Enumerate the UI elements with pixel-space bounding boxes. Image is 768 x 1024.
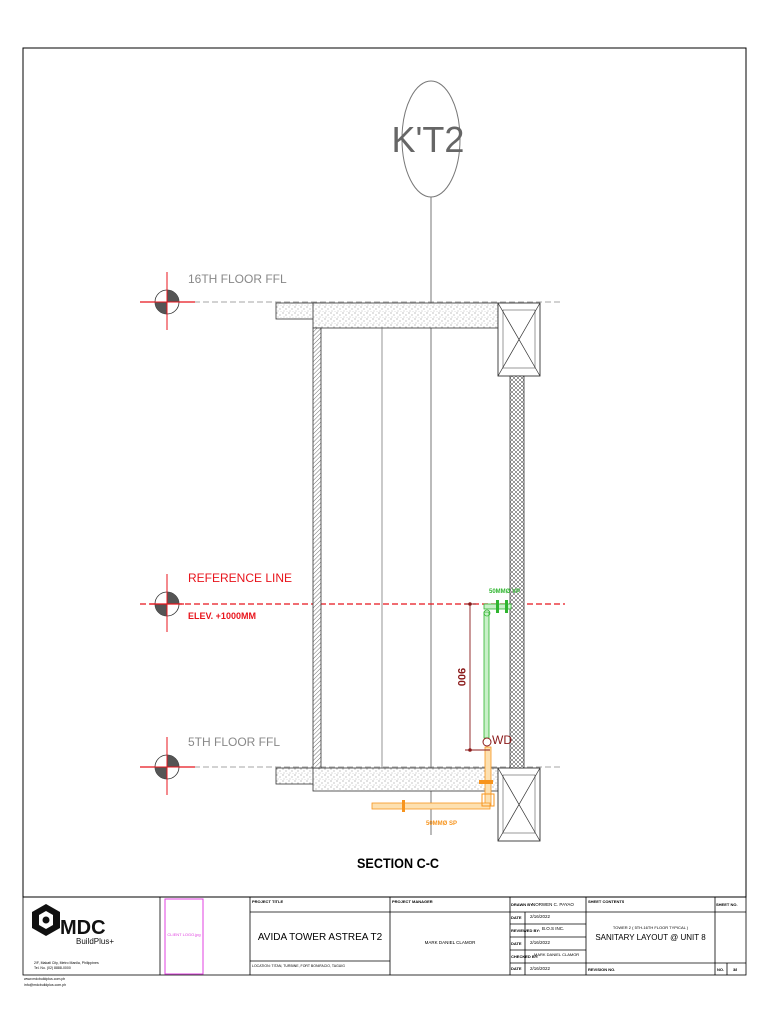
date-value-1: 2/16/2022 (530, 914, 551, 919)
vent-pipe-label: 50MMØ VP (489, 589, 521, 595)
drawn-by-label: DRAWN BY: (511, 902, 534, 907)
address-line-1: 2/F, Makati City, Metro Manila, Philippines (34, 961, 99, 965)
vent-pipe (484, 600, 511, 738)
section-title: SECTION C-C (357, 855, 439, 871)
date-label-2: DATE (511, 941, 522, 946)
address-line-4: info@mdcbuildplus.com.ph (24, 983, 67, 987)
address-line-2: Tel. No. (02) 8888-0000 (34, 966, 71, 970)
dimension-value: 900 (455, 667, 467, 687)
elevation-label: ELEV. +1000MM (188, 611, 256, 621)
right-wall (510, 376, 524, 768)
sheet-contents-label: SHEET CONTENTS (588, 899, 625, 904)
sheet-no-label: SHEET NO. (716, 902, 738, 907)
reference-level-marker (150, 574, 184, 632)
company-name: MDC (60, 917, 106, 939)
fixture-symbol (483, 738, 491, 746)
lower-beam (498, 768, 540, 841)
upper-level-marker (140, 272, 195, 330)
date-label-3: DATE (511, 966, 522, 971)
project-title: AVIDA TOWER ASTREA T2 (257, 932, 383, 943)
project-title-label: PROJECT TITLE (252, 899, 284, 904)
revision-label: REVISION NO. (588, 967, 616, 972)
upper-level-label: 16TH FLOOR FFL (188, 272, 287, 286)
upper-slab (276, 303, 498, 328)
fixture-label: WD (492, 733, 512, 747)
lower-level-marker (140, 737, 195, 795)
reference-line-label: REFERENCE LINE (188, 571, 293, 585)
lower-level-label: 5TH FLOOR FFL (188, 735, 281, 749)
drawn-by-name: NORWEN C. PAYAO (532, 902, 574, 907)
left-wall (313, 328, 321, 768)
no-label: NO. (717, 967, 725, 972)
date-value-2: 2/16/2022 (530, 940, 551, 945)
reviewed-by-name: B.O.S INC. (542, 926, 565, 931)
project-manager-label: PROJECT MANAGER (392, 899, 433, 904)
grid-bubble (392, 81, 465, 835)
checked-by-label: CHECKED BY: (511, 954, 539, 959)
sheet-title: SANITARY LAYOUT @ UNIT 8 (595, 933, 706, 942)
project-location: LOCATION: TITAN, TURBINE, FORT BONIFACIO, TAGUIG (252, 964, 346, 968)
company-logo (32, 904, 60, 936)
checked-by-name: MARK DANIEL CLAMOR (534, 952, 580, 957)
sheet-subtitle: TOWER 2 ( 5TH-16TH FLOOR TYPICAL ) (612, 925, 689, 930)
client-logo-label: CLIENT LOGO.jpg (167, 932, 201, 937)
address-line-3: www.mdcbuildplus.com.ph (24, 977, 66, 981)
no-value: 38 (733, 967, 738, 972)
lower-slab (276, 768, 498, 791)
reviewed-by-label: REVIEWED BY: (511, 928, 541, 933)
project-manager-name: MARK DANIEL CLAMOR (424, 940, 476, 945)
company-sub: BuildPlus+ (76, 937, 115, 946)
waste-pipe-label: 50MMØ SP (426, 821, 458, 827)
upper-beam (498, 303, 540, 376)
grid-bubble-label: K'T2 (391, 119, 465, 160)
date-label-1: DATE (511, 915, 522, 920)
date-value-3: 2/16/2022 (530, 966, 551, 971)
